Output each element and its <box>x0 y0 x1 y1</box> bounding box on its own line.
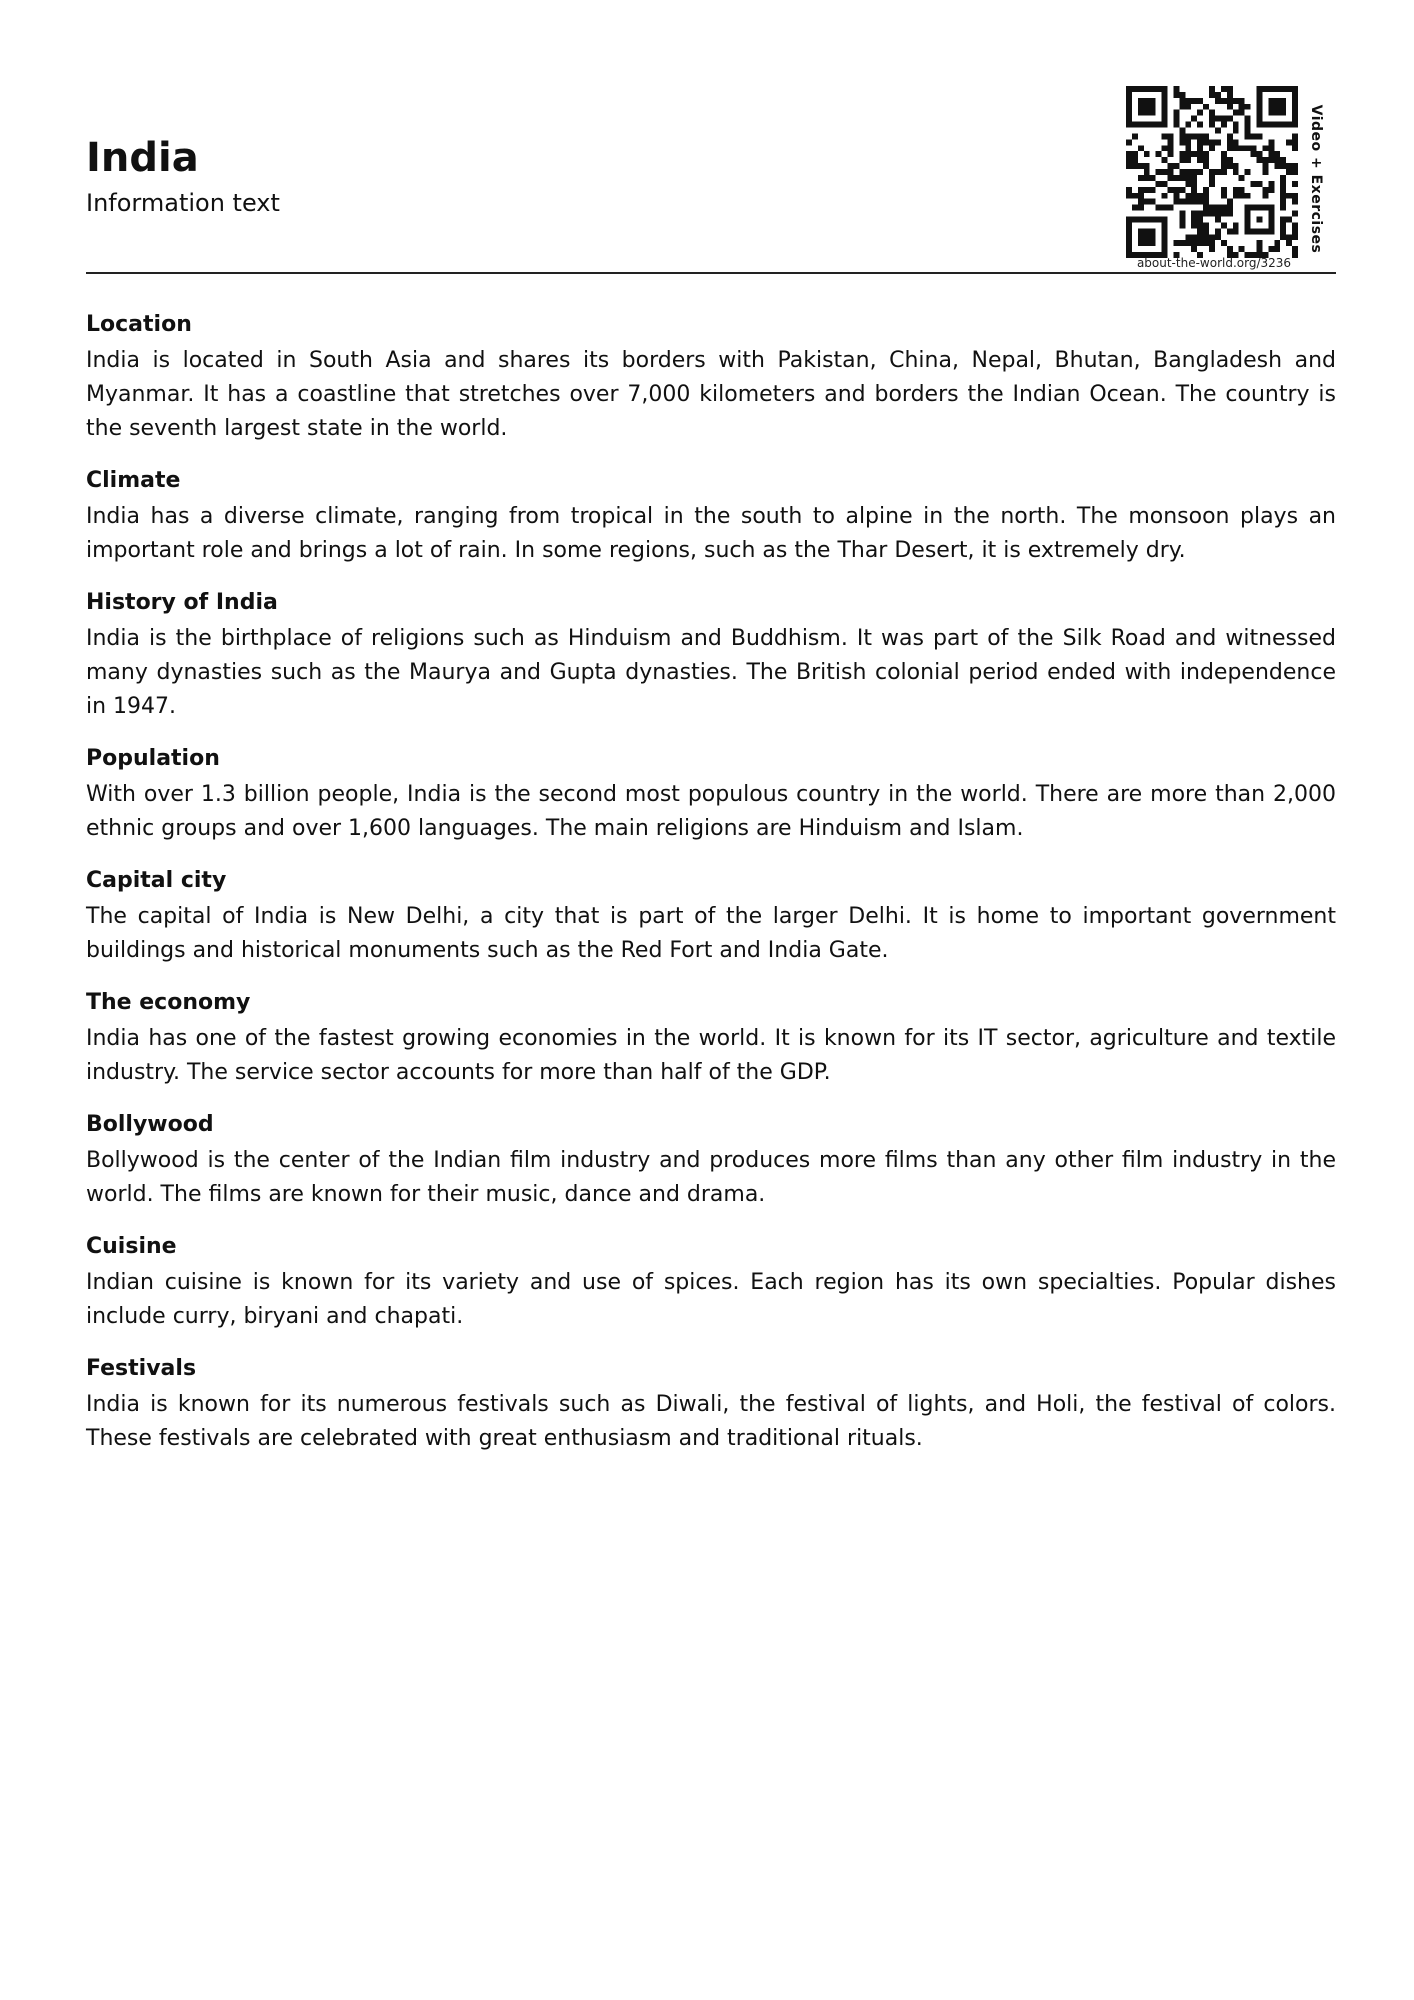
section-text: India is the birthplace of religions such as Hinduism and Buddhism. It was part of the Silk Road and witnessed many dynasties such as the Maurya and Gupta dynasties. The British colonial period ended with independence in 1947. <box>86 626 1336 719</box>
qr-side-label <box>1304 104 1328 254</box>
section-heading: History of India <box>86 590 278 615</box>
section-history <box>86 586 1336 724</box>
section-festivals <box>86 1352 1336 1456</box>
section-text: India has one of the fastest growing economies in the world. It is known for its IT sector, agriculture and textile industry. The service sector accounts for more than half of the GDP. <box>86 1026 1336 1085</box>
qr-code-icon[interactable] <box>1126 86 1300 260</box>
qr-url-caption[interactable]: about-the-world.org/3236 <box>1136 256 1292 270</box>
section-location <box>86 308 1336 446</box>
section-heading: Capital city <box>86 868 227 893</box>
section-heading: Festivals <box>86 1356 197 1381</box>
section-climate <box>86 464 1336 568</box>
section-cuisine <box>86 1230 1336 1334</box>
section-capital-city <box>86 864 1336 968</box>
qr-code-graphic <box>1126 86 1298 258</box>
section-economy <box>86 986 1336 1090</box>
section-heading: Cuisine <box>86 1234 177 1259</box>
section-text: India has a diverse climate, ranging from tropical in the south to alpine in the north. The monsoon plays an important role and brings a lot of rain. In some regions, such as the Thar Desert, it is extremely dry. <box>86 504 1336 563</box>
section-heading: Bollywood <box>86 1112 214 1137</box>
page-subtitle: Information text <box>86 189 280 217</box>
section-heading: Population <box>86 746 220 771</box>
section-heading: Location <box>86 312 192 337</box>
section-text: With over 1.3 billion people, India is the second most populous country in the world. There are more than 2,000 ethnic groups and over 1,600 languages. The main religions are Hinduism and Islam. <box>86 782 1336 841</box>
section-text: India is located in South Asia and shares its borders with Pakistan, China, Nepal, Bhutan, Bangladesh and Myanmar. It has a coastline that stretches over 7,000 kilometers and borders the Indian Ocean. The country is the seventh largest state in the world. <box>86 348 1336 441</box>
section-text: The capital of India is New Delhi, a city that is part of the larger Delhi. It is home to important government buildings and historical monuments such as the Red Fort and India Gate. <box>86 904 1336 963</box>
section-text: India is known for its numerous festivals such as Diwali, the festival of lights, and Holi, the festival of colors. These festivals are celebrated with great enthusiasm and traditional rituals. <box>86 1392 1336 1451</box>
section-bollywood <box>86 1108 1336 1212</box>
main-content <box>86 308 1336 1474</box>
header-divider <box>86 272 1336 274</box>
section-heading: The economy <box>86 990 251 1015</box>
video-exercises-label: Video + Exercises <box>1308 104 1324 254</box>
section-text: Bollywood is the center of the Indian film industry and produces more films than any other film industry in the world. The films are known for their music, dance and drama. <box>86 1148 1336 1207</box>
page-title: India <box>86 135 199 181</box>
section-heading: Climate <box>86 468 181 493</box>
section-population <box>86 742 1336 846</box>
section-text: Indian cuisine is known for its variety and use of spices. Each region has its own specialties. Popular dishes include curry, biryani and chapati. <box>86 1270 1336 1329</box>
